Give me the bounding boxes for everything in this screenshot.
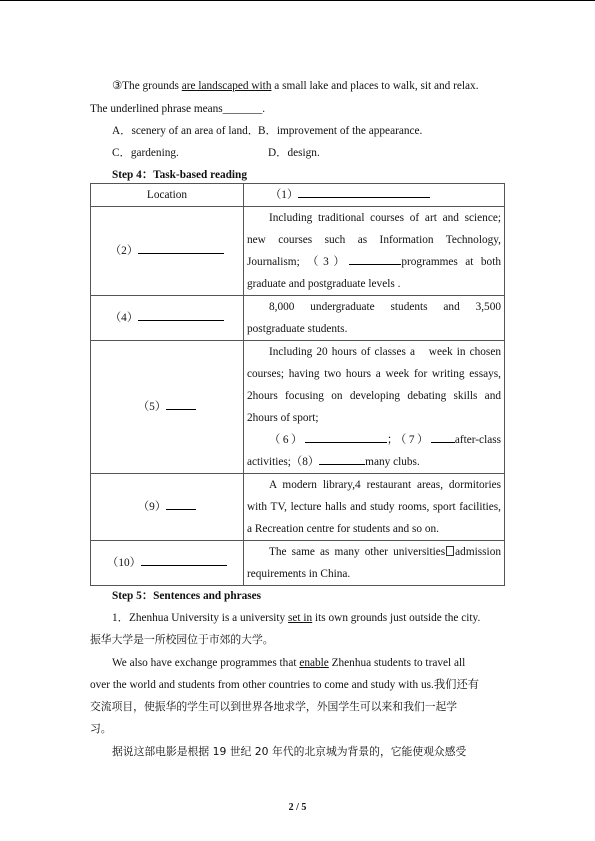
missing-glyph-box — [446, 546, 454, 556]
sentence-1: 1．Zhenhua University is a university set in its own grounds just outside the city. — [112, 612, 481, 624]
table-row — [91, 341, 505, 474]
underlined-word: enable — [299, 657, 329, 669]
cell-courses: Including traditional courses of art and science; new courses such as Information Technology, Journalism; （3） programmes at both graduate and postgraduate levels . — [244, 207, 505, 296]
answer-blank[interactable] — [319, 453, 365, 465]
step-5-heading: Step 5：Sentences and phrases — [112, 590, 262, 602]
circled-number-3: ③ — [112, 80, 123, 92]
answer-blank[interactable] — [305, 431, 387, 443]
cell-facilities: A modern library,4 restaurant areas, dormitories with TV, lecture halls and study rooms, sport facilities, a Recreation centre for students and so on. — [244, 474, 505, 541]
cell-blank-5: （5） — [91, 341, 244, 474]
cell-blank-10: （10） — [91, 541, 244, 586]
cell-admission: The same as many other universities admission requirements in China. — [244, 541, 505, 586]
top-rule — [0, 0, 595, 1]
answer-blank[interactable] — [141, 554, 227, 566]
table-row — [91, 474, 505, 541]
question-3-prompt: The underlined phrase means_______. — [90, 103, 266, 115]
cell-schedule: Including 20 hours of classes a week in chosen courses; having two hours a week for writing essays, 2hours focusing on developing debating skills and 2hours of sport; （6） ；（7） after-class activities;（8） many clubs. — [244, 341, 505, 474]
underlined-phrase: are landscaped with — [181, 80, 272, 92]
answer-blank[interactable] — [298, 186, 430, 198]
table-row — [91, 296, 505, 341]
option-d: D．design. — [268, 147, 320, 159]
sentence-2-line-3: 交流项目，使振华的学生可以到世界各地求学，外国学生可以来和我们一起学 — [90, 700, 458, 713]
step-4-heading: Step 4：Task-based reading — [112, 169, 247, 181]
cell-blank-2: （2） — [91, 207, 244, 296]
answer-blank[interactable] — [138, 242, 224, 254]
sentence-2-line-1: We also have exchange programmes that enable Zhenhua students to travel all — [112, 657, 466, 669]
option-b: B．improvement of the appearance. — [258, 125, 423, 137]
cell-blank-4: （4） — [91, 296, 244, 341]
answer-blank[interactable] — [349, 253, 401, 265]
table-row — [91, 207, 505, 296]
sentence-2-line-2: over the world and students from other countries to come and study with us.我们还有 — [90, 679, 480, 691]
cell-blank-1: （1） — [244, 184, 505, 207]
answer-blank[interactable] — [166, 498, 196, 510]
task-reading-table — [90, 183, 505, 586]
sentence-3: 据说这部电影是根据 19 世纪 20 年代的北京城为背景的，它能使观众感受 — [112, 745, 467, 758]
question-3-sentence: ③The grounds are landscaped with a small lake and places to walk, sit and relax. — [112, 80, 479, 92]
sentence-1-translation: 振华大学是一所校园位于市郊的大学。 — [90, 633, 274, 646]
option-c: C．gardening. — [112, 147, 179, 159]
page-number: 2 / 5 — [288, 802, 307, 813]
option-a: A．scenery of an area of land． — [112, 125, 260, 137]
table-row — [91, 184, 505, 207]
answer-blank[interactable] — [166, 398, 196, 410]
answer-blank[interactable] — [138, 309, 224, 321]
cell-blank-9: （9） — [91, 474, 244, 541]
underlined-phrase: set in — [288, 612, 313, 624]
cell-location-label: Location — [91, 184, 244, 207]
sentence-2-line-4: 习。 — [90, 722, 112, 735]
table-row — [91, 541, 505, 586]
answer-blank[interactable] — [431, 431, 455, 443]
cell-students: 8,000 undergraduate students and 3,500 postgraduate students. — [244, 296, 505, 341]
